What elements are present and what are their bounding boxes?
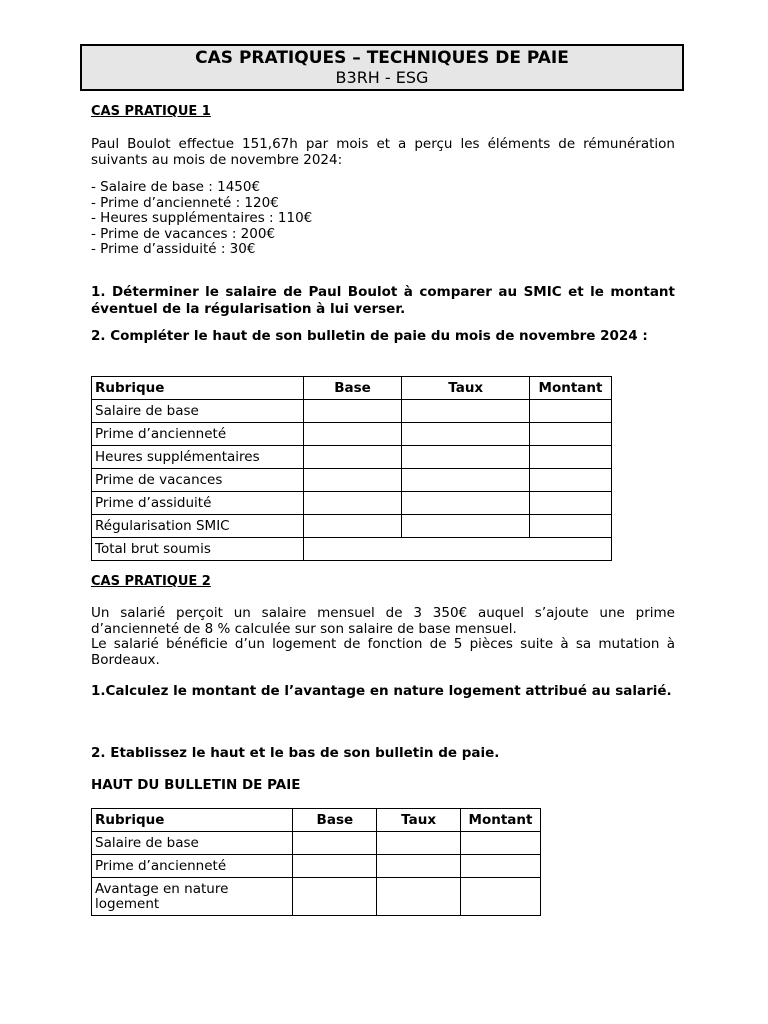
column-header: Base xyxy=(293,809,377,832)
case1-payslip-table xyxy=(91,376,612,561)
row-label: Avantage en nature logement xyxy=(92,878,293,916)
taux-cell[interactable] xyxy=(402,423,530,446)
taux-cell[interactable] xyxy=(377,878,461,916)
document-title: CAS PRATIQUES – TECHNIQUES DE PAIE xyxy=(195,48,569,68)
montant-cell[interactable] xyxy=(530,400,612,423)
list-item: - Prime de vacances : 200€ xyxy=(91,225,276,242)
taux-cell[interactable] xyxy=(377,855,461,878)
row-label: Heures supplémentaires xyxy=(92,446,304,469)
taux-cell[interactable] xyxy=(402,492,530,515)
case2-subheading: HAUT DU BULLETIN DE PAIE xyxy=(91,777,301,793)
table-row xyxy=(92,423,612,446)
montant-cell[interactable] xyxy=(461,878,541,916)
base-cell[interactable] xyxy=(303,446,402,469)
list-item: - Heures supplémentaires : 110€ xyxy=(91,210,313,226)
table-total-row xyxy=(92,538,612,561)
column-header: Rubrique xyxy=(92,377,304,400)
montant-cell[interactable] xyxy=(461,832,541,855)
case2-paragraph-2: Le salarié bénéficie d’un logement de fonction de 5 pièces suite à sa mutation à Bordeaux. xyxy=(91,636,675,668)
table-row xyxy=(92,515,612,538)
table-header-row xyxy=(92,809,541,832)
total-value-cell[interactable] xyxy=(303,538,611,561)
row-label: Prime d’assiduité xyxy=(92,492,304,515)
row-label: Prime d’ancienneté xyxy=(92,855,293,878)
list-item: - Prime d’ancienneté : 120€ xyxy=(91,194,279,211)
table-row xyxy=(92,878,541,916)
list-item: - Salaire de base : 1450€ xyxy=(91,179,261,195)
table-row xyxy=(92,400,612,423)
taux-cell[interactable] xyxy=(402,515,530,538)
column-header: Taux xyxy=(402,377,530,400)
taux-cell[interactable] xyxy=(402,469,530,492)
case2-question-1: 1.Calculez le montant de l’avantage en nature logement attribué au salarié. xyxy=(91,683,672,699)
row-label: Salaire de base xyxy=(92,400,304,423)
table-row xyxy=(92,492,612,515)
base-cell[interactable] xyxy=(303,492,402,515)
base-cell[interactable] xyxy=(303,469,402,492)
montant-cell[interactable] xyxy=(530,446,612,469)
montant-cell[interactable] xyxy=(530,423,612,446)
case1-question-1: 1. Déterminer le salaire de Paul Boulot à comparer au SMIC et le montant éventuel de la régularisation à lui verser. xyxy=(91,284,675,317)
base-cell[interactable] xyxy=(293,878,377,916)
case2-paragraph-1: Un salarié perçoit un salaire mensuel de 3 350€ auquel s’ajoute une prime d’ancienneté de 8 % calculée sur son salaire de base mensuel. xyxy=(91,605,675,637)
case2-payslip-table xyxy=(91,808,541,916)
case1-heading: CAS PRATIQUE 1 xyxy=(91,104,211,119)
montant-cell[interactable] xyxy=(530,492,612,515)
montant-cell[interactable] xyxy=(461,855,541,878)
title-box xyxy=(80,44,684,91)
row-label: Salaire de base xyxy=(92,832,293,855)
montant-cell[interactable] xyxy=(530,515,612,538)
base-cell[interactable] xyxy=(303,515,402,538)
taux-cell[interactable] xyxy=(402,446,530,469)
row-label: Prime de vacances xyxy=(92,469,304,492)
taux-cell[interactable] xyxy=(402,400,530,423)
table-row xyxy=(92,855,541,878)
table-row xyxy=(92,832,541,855)
column-header: Base xyxy=(303,377,402,400)
row-label: Régularisation SMIC xyxy=(92,515,304,538)
row-label: Prime d’ancienneté xyxy=(92,423,304,446)
column-header: Montant xyxy=(461,809,541,832)
table-header-row xyxy=(92,377,612,400)
case1-question-2: 2. Compléter le haut de son bulletin de paie du mois de novembre 2024 : xyxy=(91,328,648,344)
column-header: Rubrique xyxy=(92,809,293,832)
base-cell[interactable] xyxy=(303,400,402,423)
column-header: Taux xyxy=(377,809,461,832)
base-cell[interactable] xyxy=(293,855,377,878)
table-row xyxy=(92,446,612,469)
taux-cell[interactable] xyxy=(377,832,461,855)
case2-heading: CAS PRATIQUE 2 xyxy=(91,574,211,589)
base-cell[interactable] xyxy=(293,832,377,855)
list-item: - Prime d’assiduité : 30€ xyxy=(91,241,256,257)
case1-intro: Paul Boulot effectue 151,67h par mois et a perçu les éléments de rémunération suivants au mois de novembre 2024: xyxy=(91,136,675,168)
column-header: Montant xyxy=(530,377,612,400)
base-cell[interactable] xyxy=(303,423,402,446)
montant-cell[interactable] xyxy=(530,469,612,492)
document-subtitle: B3RH - ESG xyxy=(335,68,429,87)
total-label: Total brut soumis xyxy=(92,538,304,561)
case1-item-list xyxy=(91,180,591,258)
case2-question-2: 2. Etablissez le haut et le bas de son bulletin de paie. xyxy=(91,745,500,761)
table-row xyxy=(92,469,612,492)
